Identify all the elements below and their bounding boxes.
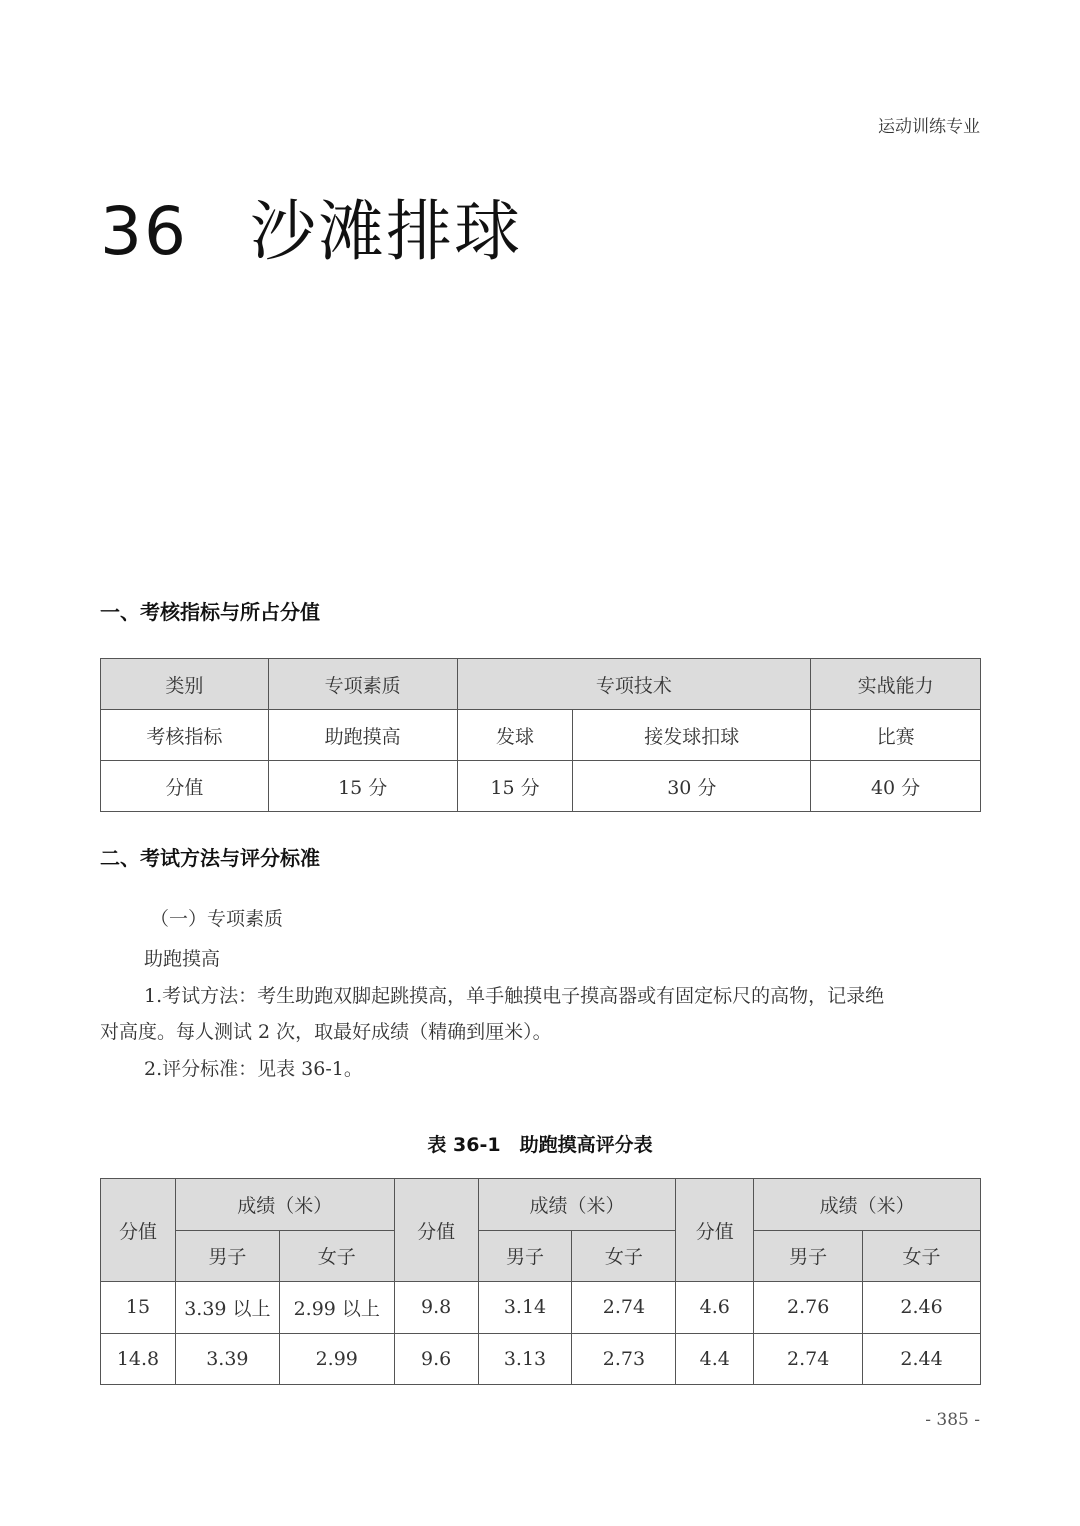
header-score: 分值 (394, 1179, 478, 1282)
running-head: 运动训练专业 (878, 117, 980, 137)
score-cell: 14.8 (101, 1333, 176, 1385)
table-row (101, 1282, 981, 1334)
run-up-touch-height-scoring-table (100, 1178, 981, 1385)
method-text-line2: 对高度。每人测试 2 次，取最好成绩（精确到厘米）。 (100, 1021, 552, 1043)
chapter-number: 36 (100, 193, 188, 270)
assessment-indicator-table (100, 658, 981, 812)
header-male: 男子 (754, 1230, 863, 1282)
table-cell: 类别 (101, 659, 269, 710)
table-cell: 分值 (101, 761, 269, 812)
table-cell: 发球 (457, 710, 573, 761)
header-female: 女子 (863, 1230, 981, 1282)
female-cell: 2.99 以上 (279, 1282, 394, 1334)
table-cell: 实战能力 (811, 659, 981, 710)
table-cell: 考核指标 (101, 710, 269, 761)
page-number: - 385 - (925, 1410, 980, 1430)
score-cell: 9.6 (394, 1333, 478, 1385)
score-cell: 15 (101, 1282, 176, 1334)
female-cell: 2.99 (279, 1333, 394, 1385)
male-cell: 2.76 (754, 1282, 863, 1334)
female-cell: 2.73 (572, 1333, 676, 1385)
chapter-name: 沙滩排球 (250, 193, 522, 270)
header-result: 成绩（米） (754, 1179, 981, 1231)
female-cell: 2.74 (572, 1282, 676, 1334)
header-female: 女子 (572, 1230, 676, 1282)
table-cell: 比赛 (811, 710, 981, 761)
score-cell: 4.4 (676, 1333, 754, 1385)
table-header-row (101, 1179, 981, 1231)
table-cell: 助跑摸高 (268, 710, 457, 761)
score-cell: 9.8 (394, 1282, 478, 1334)
table-row (101, 1333, 981, 1385)
item-title: 助跑摸高 (144, 948, 221, 970)
section-heading-1: 一、考核指标与所占分值 (100, 600, 320, 624)
table-header-row (101, 1230, 981, 1282)
table-row (101, 761, 981, 812)
method-text-line1: 1.考试方法：考生助跑双脚起跳摸高，单手触摸电子摸高器或有固定标尺的高物，记录绝 (144, 985, 885, 1007)
header-male: 男子 (175, 1230, 279, 1282)
sub-heading: （一）专项素质 (150, 908, 284, 930)
section-heading-2: 二、考试方法与评分标准 (100, 846, 320, 870)
header-result: 成绩（米） (175, 1179, 394, 1231)
table-row (101, 710, 981, 761)
header-score: 分值 (101, 1179, 176, 1282)
table-cell: 接发球扣球 (573, 710, 811, 761)
score-cell: 4.6 (676, 1282, 754, 1334)
chapter-title (100, 178, 522, 273)
table-cell: 专项技术 (457, 659, 811, 710)
header-score: 分值 (676, 1179, 754, 1282)
female-cell: 2.44 (863, 1333, 981, 1385)
table-cell: 30 分 (573, 761, 811, 812)
male-cell: 3.13 (478, 1333, 572, 1385)
header-female: 女子 (279, 1230, 394, 1282)
table-cell: 40 分 (811, 761, 981, 812)
table-cell: 15 分 (268, 761, 457, 812)
table-row (101, 659, 981, 710)
male-cell: 3.14 (478, 1282, 572, 1334)
header-male: 男子 (478, 1230, 572, 1282)
table-caption: 表 36-1 助跑摸高评分表 (427, 1134, 653, 1156)
criteria-text: 2.评分标准：见表 36-1。 (144, 1058, 363, 1080)
female-cell: 2.46 (863, 1282, 981, 1334)
male-cell: 2.74 (754, 1333, 863, 1385)
header-result: 成绩（米） (478, 1179, 676, 1231)
table-cell: 15 分 (457, 761, 573, 812)
male-cell: 3.39 (175, 1333, 279, 1385)
table-cell: 专项素质 (268, 659, 457, 710)
male-cell: 3.39 以上 (175, 1282, 279, 1334)
